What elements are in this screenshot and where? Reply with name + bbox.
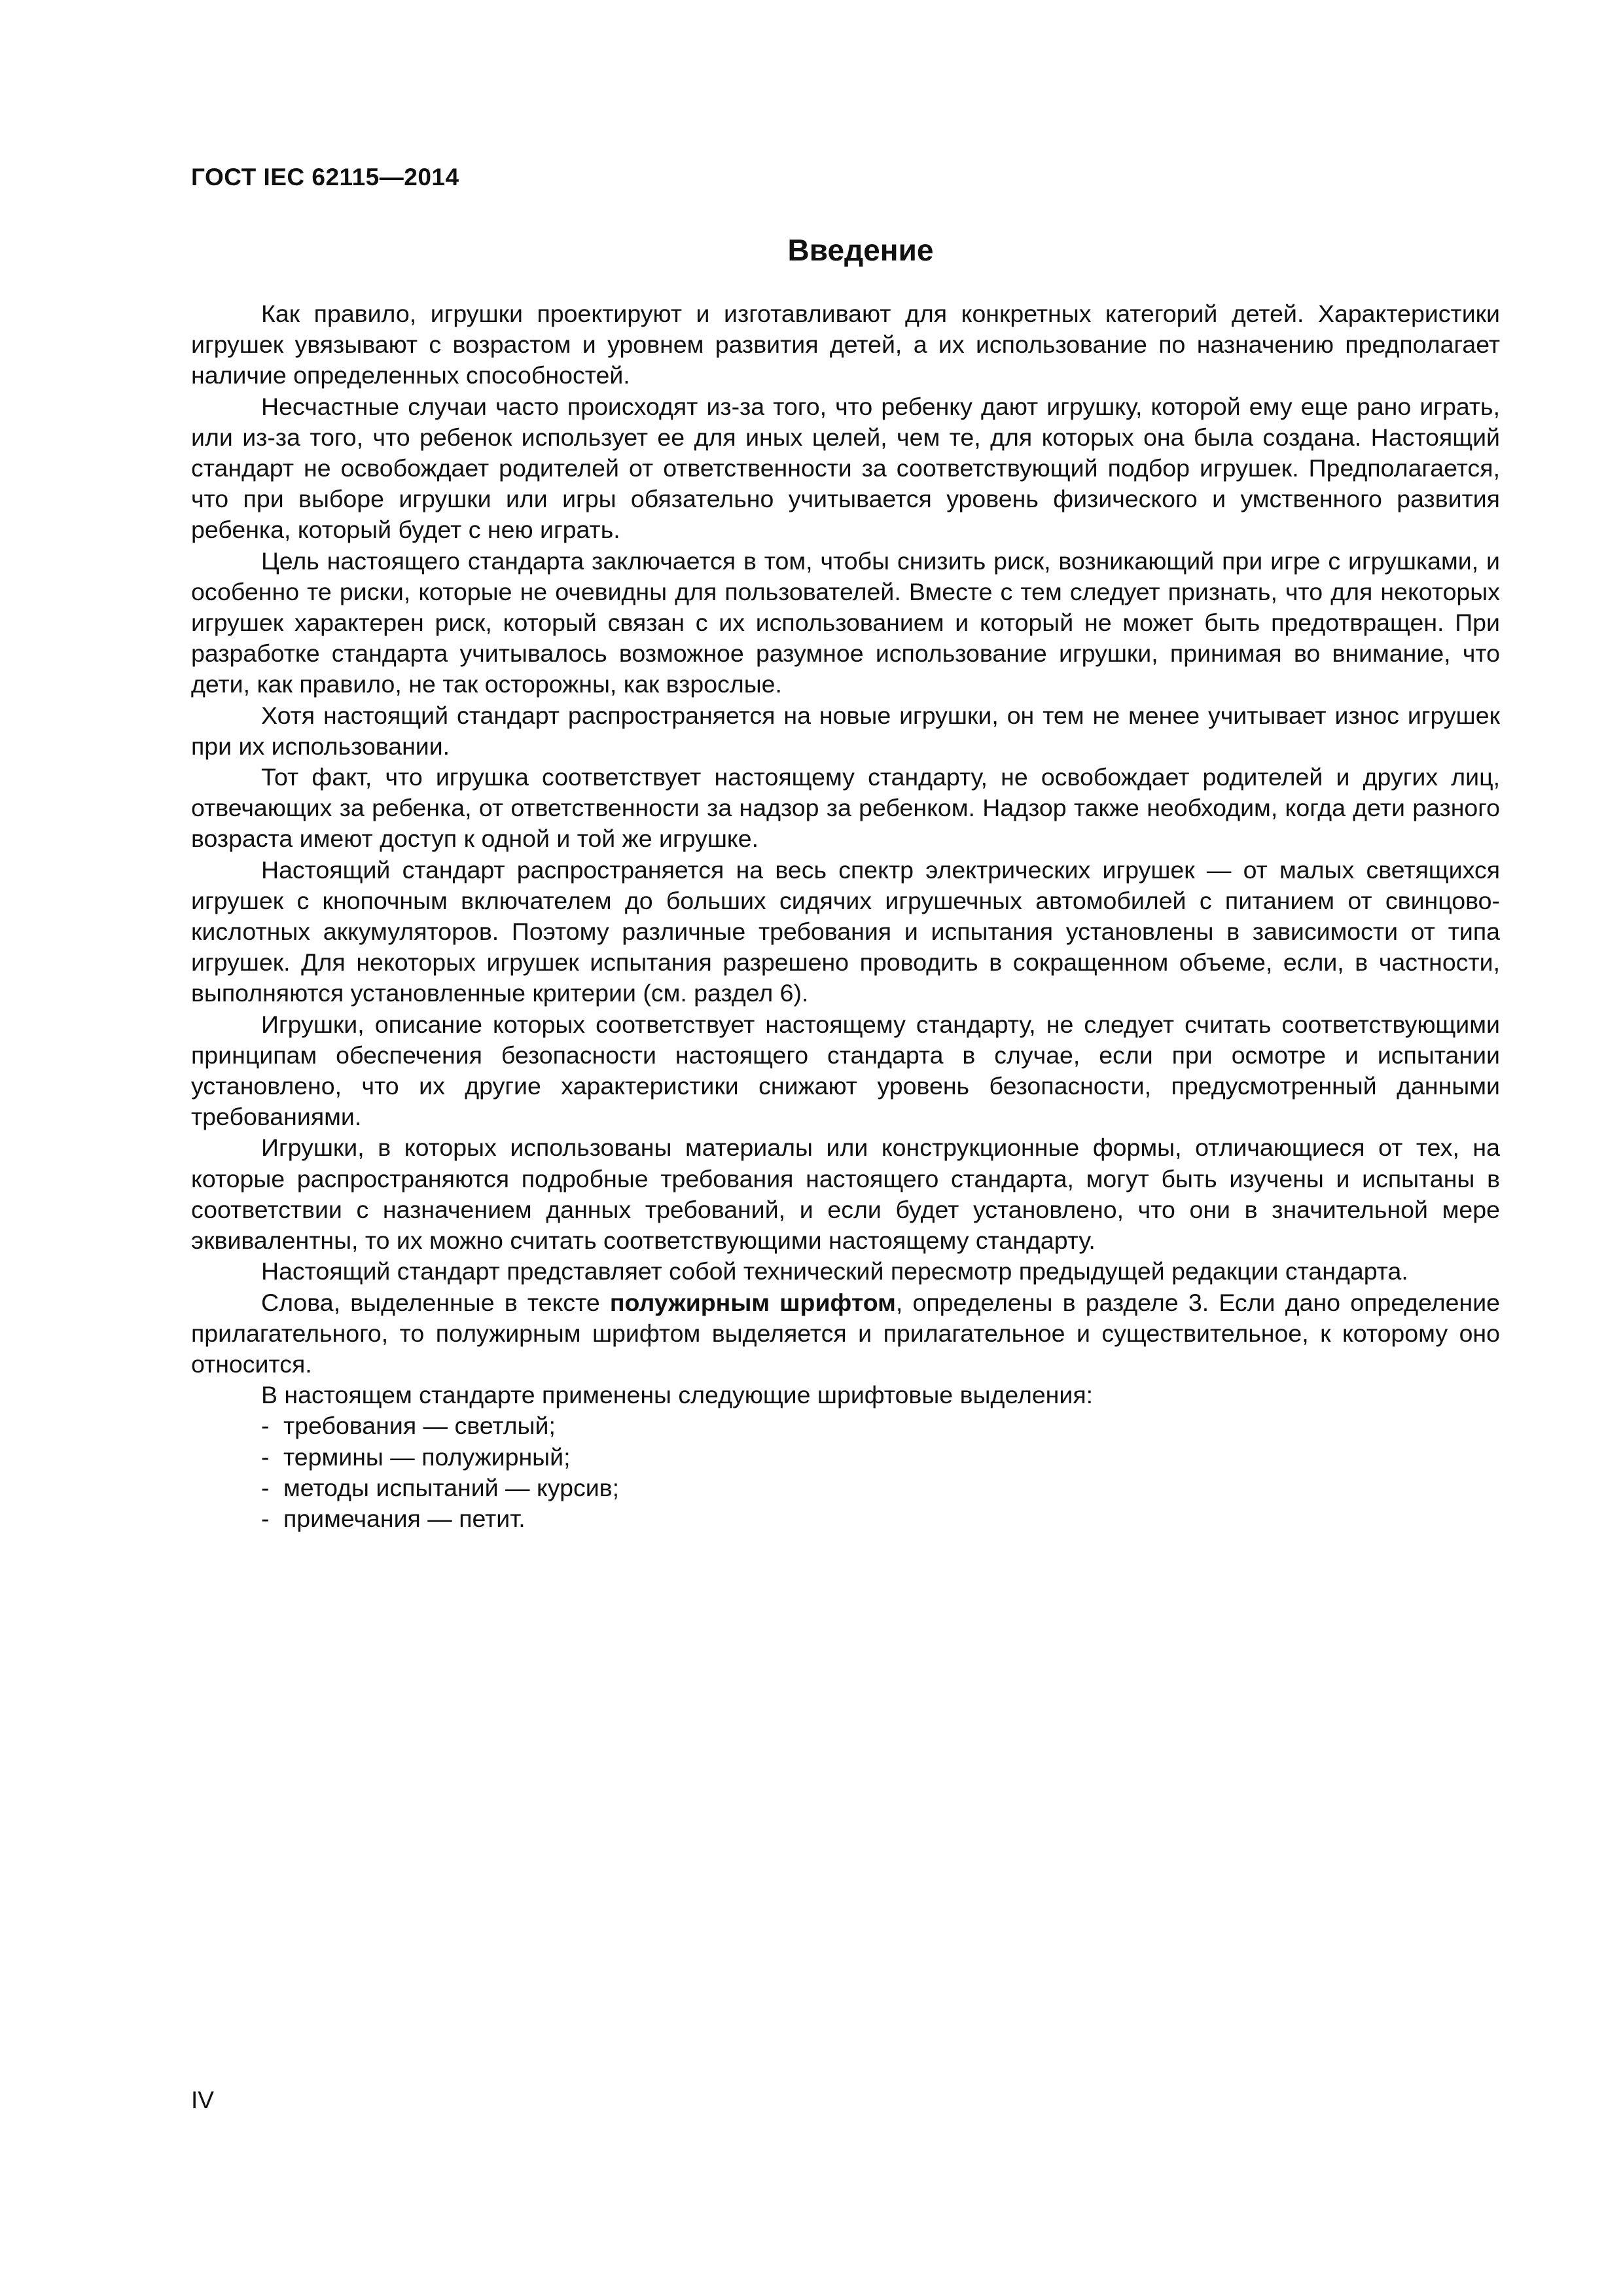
paragraph-text-after: , определены в разделе 3. Если дано определение прилагательного, то полужирным шрифтом выделяется и прилагательное и существительное, к которому оно относится. — [191, 1288, 1500, 1378]
list-item — [191, 1442, 1500, 1473]
list-dash: - — [261, 1473, 270, 1501]
paragraph: Тот факт, что игрушка соответствует настоящему стандарту, не освобождает родителей и других лиц, отвечающих за ребенка, от ответственности за надзор за ребенком. Надзор также необходим, когда дети разного возраста имеют доступ к одной и той же игрушке. — [191, 763, 1500, 853]
document-body — [191, 298, 1500, 1534]
paragraph-text-before: Слова, выделенные в тексте — [261, 1288, 610, 1316]
document-header-id: ГОСТ IEC 62115—2014 — [191, 164, 459, 190]
list-dash: - — [261, 1443, 270, 1471]
list-intro: В настоящем стандарте применены следующие шрифтовые выделения: — [261, 1381, 1094, 1409]
font-style-list — [191, 1410, 1500, 1534]
paragraph: Как правило, игрушки проектируют и изготавливают для конкретных категорий детей. Характеристики игрушек увязывают с возрастом и уровнем развития детей, а их использование по назначению предполагает наличие определенных способностей. — [191, 300, 1500, 389]
paragraph: Настоящий стандарт представляет собой технический пересмотр предыдущей редакции стандарта. — [261, 1257, 1408, 1285]
paragraph: Настоящий стандарт распространяется на весь спектр электрических игрушек — от малых светящихся игрушек с кнопочным включателем до больших сидячих игрушечных автомобилей с питанием от свинцово-кислотных аккумуляторов. Поэтому различные требования и испытания установлены в зависимости от типа игрушек. Для некоторых игрушек испытания разрешено проводить в сокращенном объеме, если, в частности, выполняются установленные критерии (см. раздел 6). — [191, 855, 1500, 1007]
list-item-text: методы испытаний — курсив; — [283, 1473, 619, 1501]
list-item — [191, 1410, 1500, 1441]
list-item-text: примечания — петит. — [283, 1504, 526, 1532]
paragraph: Несчастные случаи часто происходят из-за того, что ребенку дают игрушку, которой ему еще рано играть, или из-за того, что ребенок использует ее для иных целей, чем те, для которых она была создана. Настоящий стандарт не освобождает родителей от ответственности за соответствующий подбор игрушек. Предполагается, что при выборе игрушки или игры обязательно учитывается уровень физического и умственного развития ребенка, который будет с нею играть. — [191, 392, 1500, 544]
list-dash: - — [261, 1412, 270, 1440]
list-item-text: термины — полужирный; — [283, 1443, 571, 1471]
section-title: Введение — [787, 233, 934, 267]
list-item — [191, 1473, 1500, 1503]
paragraph-with-bold — [191, 1287, 1500, 1380]
page-number: IV — [191, 2087, 214, 2113]
paragraph: Игрушки, описание которых соответствует настоящему стандарту, не следует считать соответствующими принципам обеспечения безопасности настоящего стандарта в случае, если при осмотре и испытании установлено, что их другие характеристики снижают уровень безопасности, предусмотренный данными требованиями. — [191, 1010, 1500, 1131]
paragraph: Хотя настоящий стандарт распространяется на новые игрушки, он тем не менее учитывает износ игрушек при их использовании. — [191, 701, 1500, 760]
list-item — [191, 1503, 1500, 1534]
paragraph: Цель настоящего стандарта заключается в том, чтобы снизить риск, возникающий при игре с игрушками, и особенно те риски, которые не очевидны для пользователей. Вместе с тем следует признать, что для некоторых игрушек характерен риск, который связан с их использованием и который не может быть предотвращен. При разработке стандарта учитывалось возможное разумное использование игрушки, принимая во внимание, что дети, как правило, не так осторожны, как взрослые. — [191, 547, 1500, 698]
list-dash: - — [261, 1504, 270, 1532]
bold-emphasis: полужирным шрифтом — [609, 1288, 896, 1316]
paragraph: Игрушки, в которых использованы материалы или конструкционные формы, отличающиеся от тех, на которые распространяются подробные требования настоящего стандарта, могут быть изучены и испытаны в соответствии с назначением данных требований, и если будет установлено, что они в значительной мере эквивалентны, то их можно считать соответствующими настоящему стандарту. — [191, 1134, 1500, 1255]
list-item-text: требования — светлый; — [283, 1412, 556, 1440]
